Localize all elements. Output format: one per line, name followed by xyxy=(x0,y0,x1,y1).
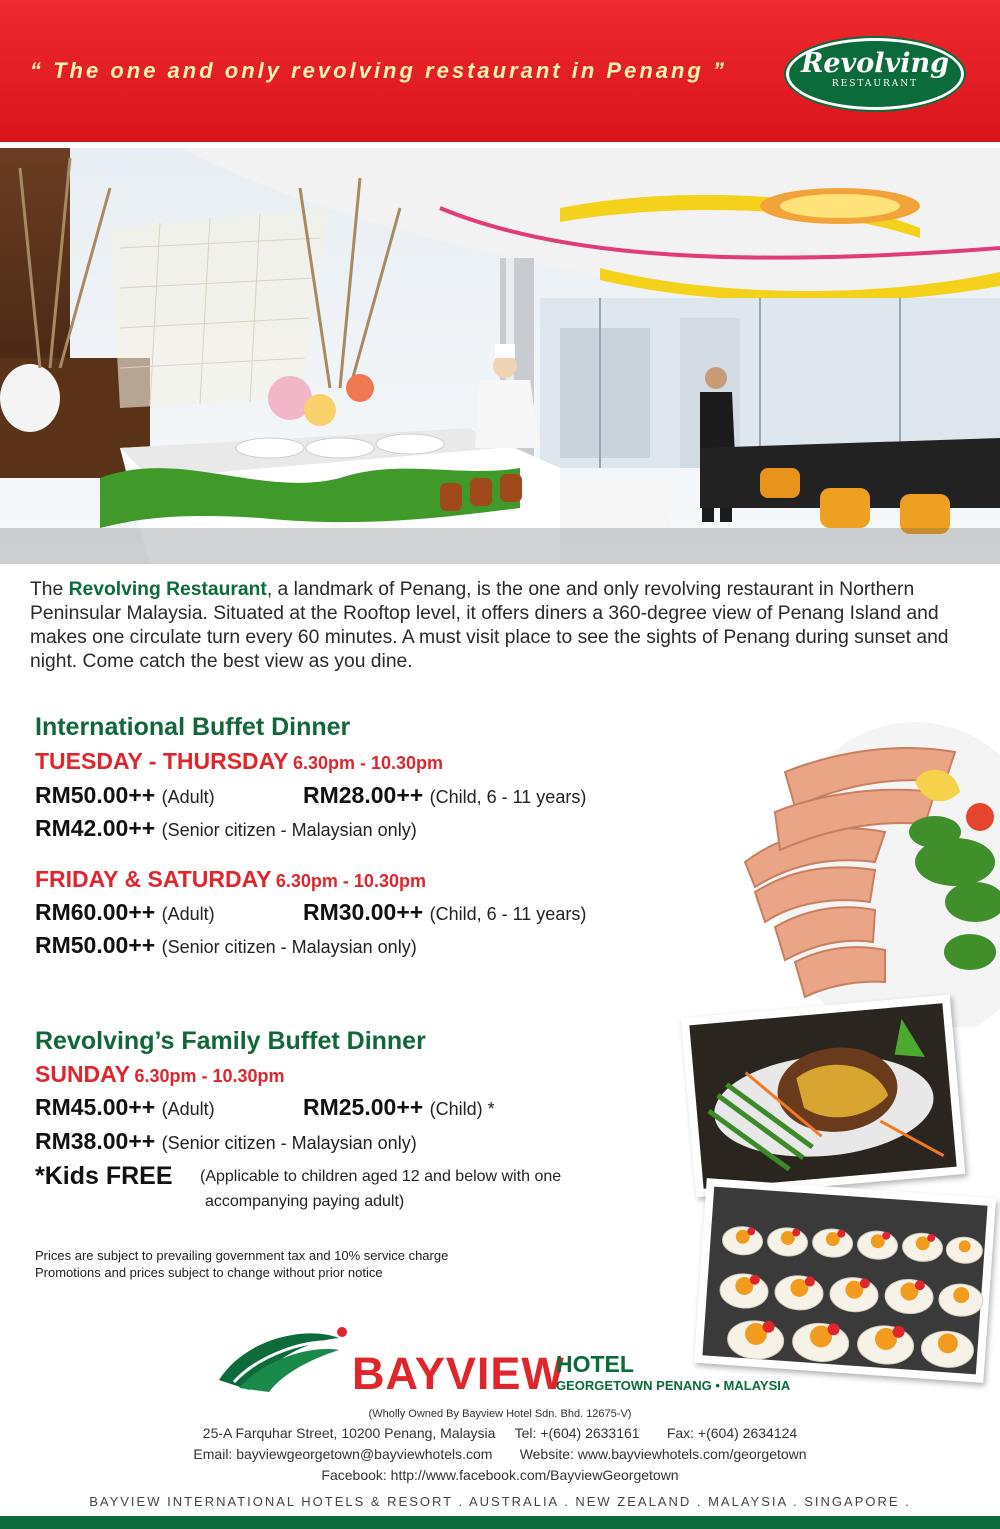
fine-print-promo: Promotions and prices subject to change without prior notice xyxy=(35,1265,383,1280)
contact-row-address xyxy=(0,1425,1000,1441)
weekend-days: FRIDAY & SATURDAY xyxy=(35,866,272,892)
weekday-adult-price: RM50.00++ xyxy=(35,782,156,808)
bayview-brand: BAYVIEW xyxy=(352,1348,565,1399)
intro-paragraph xyxy=(30,578,990,674)
family-schedule xyxy=(35,1061,285,1088)
weekend-adult-price: RM60.00++ xyxy=(35,899,156,925)
fine-print xyxy=(35,1247,448,1281)
weekend-adult-price-row xyxy=(35,899,215,926)
weekend-senior-label: (Senior citizen - Malaysian only) xyxy=(161,937,417,957)
footer-bar xyxy=(0,1516,1000,1529)
weekend-time: 6.30pm - 10.30pm xyxy=(275,871,426,891)
steak-dish-photo xyxy=(681,995,966,1198)
weekend-adult-label: (Adult) xyxy=(161,904,215,924)
kids-free-note-line1: (Applicable to children aged 12 and below with one xyxy=(200,1168,562,1185)
weekend-child-price: RM30.00++ xyxy=(303,899,424,925)
weekend-schedule xyxy=(35,866,426,893)
family-senior-price: RM38.00++ xyxy=(35,1128,156,1154)
family-senior-label: (Senior citizen - Malaysian only) xyxy=(161,1133,417,1153)
family-child-label: (Child) * xyxy=(429,1099,495,1119)
intro-lead: The xyxy=(30,579,69,600)
family-adult-price: RM45.00++ xyxy=(35,1094,156,1120)
family-adult-label: (Adult) xyxy=(161,1099,215,1119)
weekday-senior-price: RM42.00++ xyxy=(35,815,156,841)
hotel-tel: Tel: +(604) 2633161 xyxy=(514,1425,640,1441)
fine-print-tax: Prices are subject to prevailing government tax and 10% service charge xyxy=(35,1248,449,1263)
weekday-schedule xyxy=(35,748,443,775)
kids-free-note-line2: accompanying paying adult) xyxy=(205,1193,405,1210)
bayview-swoosh-logo-icon xyxy=(214,1320,354,1395)
ownership-note: (Wholly Owned By Bayview Hotel Sdn. Bhd. 12675-V) xyxy=(368,1408,632,1420)
tagline: “ The one and only revolving restaurant in Penang ” xyxy=(30,58,727,83)
weekend-senior-price-row xyxy=(35,932,417,959)
weekday-senior-label: (Senior citizen - Malaysian only) xyxy=(161,820,417,840)
revolving-logo-icon xyxy=(786,38,964,110)
weekday-adult-label: (Adult) xyxy=(161,787,215,807)
kids-free-title: *Kids FREE xyxy=(35,1162,173,1190)
intro-brand: Revolving Restaurant xyxy=(68,579,267,600)
salmon-dish-photo xyxy=(725,712,1000,1027)
weekday-days: TUESDAY - THURSDAY xyxy=(35,748,289,774)
weekday-adult-price-row xyxy=(35,782,215,809)
weekday-child-price: RM28.00++ xyxy=(303,782,424,808)
weekend-child-price-row xyxy=(303,899,586,926)
logo-sub: RESTAURANT xyxy=(831,79,919,89)
family-adult-price-row xyxy=(35,1094,215,1121)
dessert-cups-photo xyxy=(694,1178,996,1383)
weekday-child-price-row xyxy=(303,782,586,809)
family-senior-price-row xyxy=(35,1128,417,1155)
hotel-email[interactable]: Email: bayviewgeorgetown@bayviewhotels.com xyxy=(193,1446,493,1462)
family-time: 6.30pm - 10.30pm xyxy=(134,1066,285,1086)
weekend-child-label: (Child, 6 - 11 years) xyxy=(429,904,587,924)
weekend-senior-price: RM50.00++ xyxy=(35,932,156,958)
weekday-senior-price-row xyxy=(35,815,417,842)
group-hotels-line: BAYVIEW INTERNATIONAL HOTELS & RESORT . AUSTRALIA . NEW ZEALAND . MALAYSIA . SINGAPORE . xyxy=(89,1494,911,1509)
hotel-website[interactable]: Website: www.bayviewhotels.com/georgetown xyxy=(519,1446,807,1462)
family-day: SUNDAY xyxy=(35,1061,131,1087)
contact-row-online xyxy=(0,1446,1000,1462)
bayview-hotel-word: HOTEL xyxy=(556,1351,634,1377)
restaurant-interior-photo xyxy=(0,148,1000,564)
weekday-time: 6.30pm - 10.30pm xyxy=(292,753,444,773)
family-buffet-title: Revolving’s Family Buffet Dinner xyxy=(35,1027,426,1055)
weekday-child-label: (Child, 6 - 11 years) xyxy=(429,787,587,807)
family-child-price: RM25.00++ xyxy=(303,1094,424,1120)
international-buffet-title: International Buffet Dinner xyxy=(35,713,351,741)
hotel-address: 25-A Farquhar Street, 10200 Penang, Malaysia xyxy=(202,1425,496,1441)
hotel-facebook[interactable]: Facebook: http://www.facebook.com/BayviewGeorgetown xyxy=(321,1467,679,1483)
bayview-location: GEORGETOWN PENANG • MALAYSIA xyxy=(556,1378,791,1393)
hotel-fax: Fax: +(604) 2634124 xyxy=(666,1425,798,1441)
family-child-price-row xyxy=(303,1094,495,1121)
intro-text: , a landmark of Penang, is the one and only revolving restaurant in Northern Peninsular Malaysia. Situated at the Rooftop level, it offers diners a 360-degree view of Penang Island and makes one circulate turn every 60 minutes. A must visit place to see the sights of Penang during sunset and night. Come catch the best view as you dine. xyxy=(30,579,949,672)
logo-name: Revolving xyxy=(800,48,950,79)
